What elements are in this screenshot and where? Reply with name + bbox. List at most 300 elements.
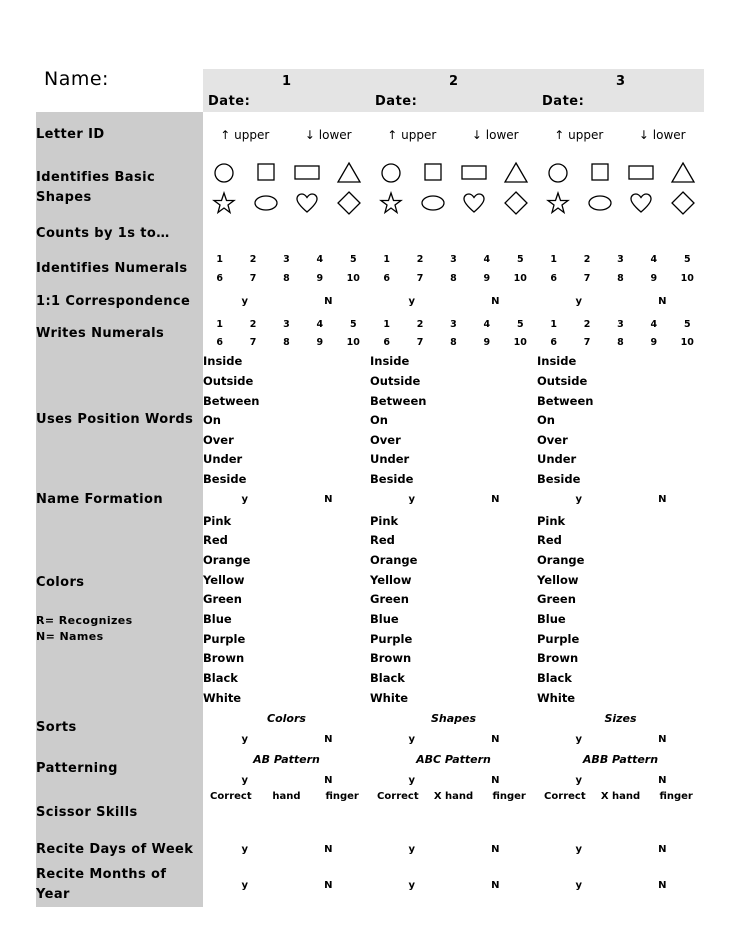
position-word: Over [370,432,401,447]
response-cell[interactable] [426,804,482,836]
numeral-cell[interactable]: 10 [513,337,527,349]
color-word: Blue [203,612,232,627]
shape-cell[interactable] [495,158,537,188]
response-cell[interactable] [593,804,649,836]
scissor-header: X hand [600,791,641,803]
numeral-cell[interactable]: 7 [583,337,591,349]
assessment-2-cell [370,707,537,748]
response-cell[interactable] [287,511,371,531]
no-option[interactable]: N [658,879,667,891]
no-option[interactable]: N [658,733,667,745]
shape-cell[interactable] [412,158,454,188]
no-option[interactable]: N [658,296,667,308]
legend-recognizes: R= Recognizes [36,614,133,628]
numeral-cell[interactable]: 5 [683,319,691,331]
numeral-cell[interactable]: 7 [583,272,591,284]
numeral-cell[interactable]: 1 [383,254,390,266]
numeral-cell[interactable]: 3 [617,319,624,331]
yes-option[interactable]: y [408,733,416,745]
yes-option[interactable]: y [575,879,583,891]
row-label: Recite Months of Year [36,864,203,907]
assessment-3-cell [537,707,704,748]
response-cell[interactable] [621,352,705,372]
yes-option[interactable]: y [575,733,583,745]
shape-cell[interactable] [454,188,496,218]
numeral-cell[interactable]: 3 [450,254,457,266]
assessment-2-cell [370,489,537,511]
row-correspondence [36,288,704,316]
no-option[interactable]: N [324,844,333,856]
yes-option[interactable]: y [241,844,249,856]
square-icon [587,161,613,185]
assessment-1-cell [203,511,370,707]
response-cell[interactable] [287,609,371,629]
response-cell[interactable] [454,430,538,450]
square-icon [253,161,279,185]
yes-option[interactable]: y [575,494,583,506]
no-option[interactable]: N [324,733,333,745]
assessment-2-cell [370,864,537,907]
numeral-cell[interactable]: 7 [249,337,257,349]
numeral-cell[interactable]: 6 [383,272,390,284]
assessment-1-cell [203,790,370,836]
response-cell[interactable] [621,609,705,629]
numeral-cell[interactable]: 10 [513,272,527,284]
shape-cell[interactable] [203,158,245,188]
numeral-cell[interactable]: 10 [680,337,694,349]
response-cell[interactable] [203,217,370,250]
numeral-cell[interactable]: 7 [416,272,424,284]
numeral-cell[interactable]: 2 [249,319,257,331]
response-cell[interactable] [621,570,705,590]
response-cell[interactable] [621,391,705,411]
row-label: 1:1 Correspondence [36,288,203,316]
shape-cell[interactable] [454,158,496,188]
row-name-formation [36,489,704,511]
shape-cell[interactable] [662,188,704,218]
numeral-cell[interactable]: 6 [216,272,223,284]
square-icon [420,161,446,185]
shape-cell[interactable] [245,188,287,218]
response-cell[interactable] [287,391,371,411]
numeral-cell[interactable]: 7 [416,337,424,349]
shape-cell[interactable] [621,158,663,188]
no-option[interactable]: N [491,879,500,891]
assessment-1-cell [203,158,370,217]
color-word: Yellow [537,572,579,587]
yes-option[interactable]: y [408,494,416,506]
no-option[interactable]: N [491,774,500,786]
row-label: Colors [36,575,85,591]
position-word: Over [203,432,234,447]
response-cell[interactable] [454,410,538,430]
assessment-1-cell [203,707,370,748]
color-word: Purple [203,631,246,646]
heart-icon [294,191,320,215]
numeral-cell[interactable]: 5 [516,319,524,331]
color-word: Pink [203,513,232,528]
position-word: On [537,413,555,428]
row-counts [36,217,704,250]
row-label-colors [36,511,203,707]
numeral-cell[interactable]: 8 [617,337,624,349]
response-cell[interactable] [537,804,593,836]
numeral-cell[interactable]: 6 [216,337,223,349]
shape-cell[interactable] [287,158,329,188]
color-word: Green [370,592,409,607]
color-word: Pink [370,513,399,528]
assessment-1-cell [203,749,370,790]
numeral-cell[interactable]: 6 [550,337,557,349]
date-field[interactable]: Date: [208,94,251,110]
assessment-3-cell [537,112,704,158]
shape-cell[interactable] [328,158,370,188]
row-label: Identifies Basic Shapes [36,158,203,217]
response-cell[interactable] [370,217,537,250]
assessment-1-cell [203,288,370,316]
no-option[interactable]: N [324,296,333,308]
row-label: Identifies Numerals [36,250,203,287]
scissor-header: finger [492,791,526,803]
response-cell[interactable] [287,629,371,649]
no-option[interactable]: N [658,494,667,506]
no-option[interactable]: N [491,844,500,856]
position-word: Beside [370,472,414,487]
numeral-cell[interactable]: 1 [216,254,223,266]
color-word: Brown [537,651,579,666]
yes-option[interactable]: y [241,296,249,308]
diamond-icon [336,191,362,215]
response-cell[interactable] [621,668,705,688]
assessment-2-cell [370,749,537,790]
shape-cell[interactable] [370,158,412,188]
response-cell[interactable] [454,668,538,688]
numeral-cell[interactable]: 4 [650,319,658,331]
shape-cell[interactable] [537,158,579,188]
oval-icon [587,191,613,215]
scissor-header: hand [272,791,301,803]
shape-cell[interactable] [203,188,245,218]
position-word: Under [537,452,577,467]
no-option[interactable]: N [491,494,500,506]
position-word: Beside [203,472,247,487]
response-cell[interactable] [454,688,538,708]
assessment-3-cell [537,864,704,907]
row-letter-id [36,112,704,158]
response-cell[interactable] [648,804,704,836]
response-cell[interactable] [287,688,371,708]
numeral-cell[interactable]: 8 [283,337,290,349]
color-word: Orange [203,553,251,568]
yes-option[interactable]: y [575,296,583,308]
scissor-header: finger [325,791,359,803]
response-cell[interactable] [621,648,705,668]
numeral-cell[interactable]: 10 [346,337,360,349]
yes-option[interactable]: y [408,296,416,308]
shape-cell[interactable] [245,158,287,188]
star-icon [545,191,571,215]
numeral-cell[interactable]: 9 [316,337,324,349]
row-writes-numerals [36,316,704,352]
assessment-header-1 [203,69,370,112]
numeral-cell[interactable]: 8 [450,272,457,284]
yes-option[interactable]: y [241,879,249,891]
response-cell[interactable] [287,668,371,688]
pattern-title: ABC Pattern [416,753,491,767]
scissor-header: Correct [544,791,586,803]
color-word: Pink [537,513,566,528]
assessment-1-cell [203,316,370,352]
row-scissor [36,790,704,836]
numeral-cell[interactable]: 1 [550,254,557,266]
response-cell[interactable] [287,450,371,470]
diamond-icon [670,191,696,215]
numeral-cell[interactable]: 10 [346,272,360,284]
response-cell[interactable] [454,609,538,629]
shape-cell[interactable] [537,188,579,218]
assessment-2-cell [370,836,537,864]
numeral-cell[interactable]: 8 [283,272,290,284]
numeral-cell[interactable]: 4 [483,254,491,266]
row-colors [36,511,704,707]
numeral-cell[interactable]: 9 [483,272,491,284]
response-cell[interactable] [287,430,371,450]
numeral-cell[interactable]: 5 [683,254,691,266]
color-word: Green [203,592,242,607]
response-cell[interactable] [370,804,426,836]
response-cell[interactable] [314,804,370,836]
numeral-cell[interactable]: 9 [650,337,658,349]
position-word: Between [370,393,427,408]
no-option[interactable]: N [324,494,333,506]
shape-cell[interactable] [579,158,621,188]
row-label: Name Formation [36,489,203,511]
position-word: On [370,413,388,428]
yes-option[interactable]: y [241,774,249,786]
triangle-icon [503,161,529,185]
response-cell[interactable] [481,804,537,836]
no-option[interactable]: N [324,774,333,786]
response-cell[interactable] [454,570,538,590]
response-cell[interactable] [287,570,371,590]
shape-cell[interactable] [412,188,454,218]
response-cell[interactable] [287,352,371,372]
response-cell[interactable] [454,450,538,470]
numeral-cell[interactable]: 5 [349,254,357,266]
response-cell[interactable] [621,531,705,551]
lower-header: ↓ lower [471,128,519,143]
no-option[interactable]: N [491,733,500,745]
color-word: Blue [370,612,399,627]
assessment-3-cell [537,511,704,707]
numeral-cell[interactable]: 7 [249,272,257,284]
row-patterning [36,749,704,790]
no-option[interactable]: N [324,879,333,891]
numeral-cell[interactable]: 2 [416,254,424,266]
row-days [36,836,704,864]
response-cell[interactable] [621,450,705,470]
position-word: Outside [537,374,588,389]
response-cell[interactable] [621,629,705,649]
star-icon [211,191,237,215]
assessment-3-cell [537,836,704,864]
date-field[interactable]: Date: [375,94,418,110]
circle-icon [211,161,237,185]
response-cell[interactable] [259,804,315,836]
response-cell[interactable] [454,590,538,610]
response-cell[interactable] [454,648,538,668]
yes-option[interactable]: y [241,733,249,745]
position-word: Inside [370,354,410,369]
star-icon [378,191,404,215]
scissor-header: finger [659,791,693,803]
position-word: On [203,413,221,428]
shape-cell[interactable] [287,188,329,218]
numeral-cell[interactable]: 6 [550,272,557,284]
assessment-3-cell [537,489,704,511]
color-word: Blue [537,612,566,627]
lower-header: ↓ lower [304,128,352,143]
rectangle-icon [628,161,654,185]
response-cell[interactable] [621,469,705,489]
yes-option[interactable]: y [408,879,416,891]
shape-cell[interactable] [495,188,537,218]
lower-header: ↓ lower [638,128,686,143]
response-cell[interactable] [203,804,259,836]
assessment-3-cell [537,288,704,316]
numeral-cell[interactable]: 2 [249,254,257,266]
numeral-cell[interactable]: 2 [416,319,424,331]
numeral-cell[interactable]: 8 [450,337,457,349]
color-word: Orange [537,553,585,568]
response-cell[interactable] [287,469,371,489]
no-option[interactable]: N [658,774,667,786]
numeral-cell[interactable]: 6 [383,337,390,349]
yes-option[interactable]: y [575,774,583,786]
legend-names: N= Names [36,630,104,644]
date-field[interactable]: Date: [542,94,585,110]
circle-icon [378,161,404,185]
row-label: Uses Position Words [36,352,203,489]
numeral-cell[interactable]: 9 [316,272,324,284]
numeral-cell[interactable]: 4 [483,319,491,331]
response-cell[interactable] [287,648,371,668]
numeral-cell[interactable]: 9 [483,337,491,349]
assessment-2-cell [370,316,537,352]
yes-option[interactable]: y [575,844,583,856]
row-label: Scissor Skills [36,790,203,836]
scissor-header: X hand [433,791,474,803]
diamond-icon [503,191,529,215]
response-cell[interactable] [287,531,371,551]
shape-cell[interactable] [662,158,704,188]
response-cell[interactable] [454,511,538,531]
row-label: Counts by 1s to… [36,217,203,250]
numeral-cell[interactable]: 3 [283,319,290,331]
no-option[interactable]: N [658,844,667,856]
response-cell[interactable] [621,688,705,708]
yes-option[interactable]: y [408,774,416,786]
numeral-cell[interactable]: 2 [583,254,591,266]
response-cell[interactable] [287,410,371,430]
response-cell[interactable] [287,371,371,391]
numeral-cell[interactable]: 1 [550,319,557,331]
response-cell[interactable] [454,469,538,489]
yes-option[interactable]: y [241,494,249,506]
numeral-cell[interactable]: 4 [650,254,658,266]
response-cell[interactable] [454,629,538,649]
numeral-cell[interactable]: 1 [383,319,390,331]
numeral-cell[interactable]: 10 [680,272,694,284]
row-months [36,864,704,907]
color-word: Orange [370,553,418,568]
response-cell[interactable] [454,391,538,411]
response-cell[interactable] [287,550,371,570]
color-word: White [370,690,409,705]
numeral-cell[interactable]: 4 [316,254,324,266]
numeral-cell[interactable]: 4 [316,319,324,331]
assessment-header-3 [537,69,704,112]
shape-cell[interactable] [579,188,621,218]
color-word: Red [537,533,562,548]
assessment-2-cell [370,511,537,707]
response-cell[interactable] [621,550,705,570]
numeral-cell[interactable]: 5 [516,254,524,266]
numeral-cell[interactable]: 2 [583,319,591,331]
response-cell[interactable] [621,590,705,610]
numeral-cell[interactable]: 3 [450,319,457,331]
numeral-cell[interactable]: 9 [650,272,658,284]
assessment-2-cell [370,158,537,217]
response-cell[interactable] [454,550,538,570]
response-cell[interactable] [621,511,705,531]
response-cell[interactable] [621,410,705,430]
color-word: Green [537,592,576,607]
no-option[interactable]: N [491,296,500,308]
color-word: Brown [203,651,245,666]
response-cell[interactable] [537,217,704,250]
response-cell[interactable] [454,531,538,551]
response-cell[interactable] [454,371,538,391]
name-label: Name: [44,68,109,90]
scissor-header: Correct [377,791,419,803]
numeral-cell[interactable]: 1 [216,319,223,331]
numeral-cell[interactable]: 3 [617,254,624,266]
shape-cell[interactable] [621,188,663,218]
position-word: Beside [537,472,581,487]
numeral-cell[interactable]: 5 [349,319,357,331]
assessment-1-cell [203,864,370,907]
position-word: Outside [370,374,421,389]
position-word: Inside [203,354,243,369]
pattern-title: ABB Pattern [582,753,659,767]
numeral-cell[interactable]: 8 [617,272,624,284]
assessment-1-cell [203,217,370,250]
yes-option[interactable]: y [408,844,416,856]
row-label: Letter ID [36,112,203,158]
pattern-title: AB Pattern [253,753,320,767]
shape-cell[interactable] [328,188,370,218]
shape-cell[interactable] [370,188,412,218]
response-cell[interactable] [621,430,705,450]
response-cell[interactable] [621,371,705,391]
position-word: Over [537,432,568,447]
response-cell[interactable] [287,590,371,610]
upper-header: ↑ upper [554,128,604,143]
position-word: Under [203,452,243,467]
response-cell[interactable] [454,352,538,372]
numeral-cell[interactable]: 3 [283,254,290,266]
